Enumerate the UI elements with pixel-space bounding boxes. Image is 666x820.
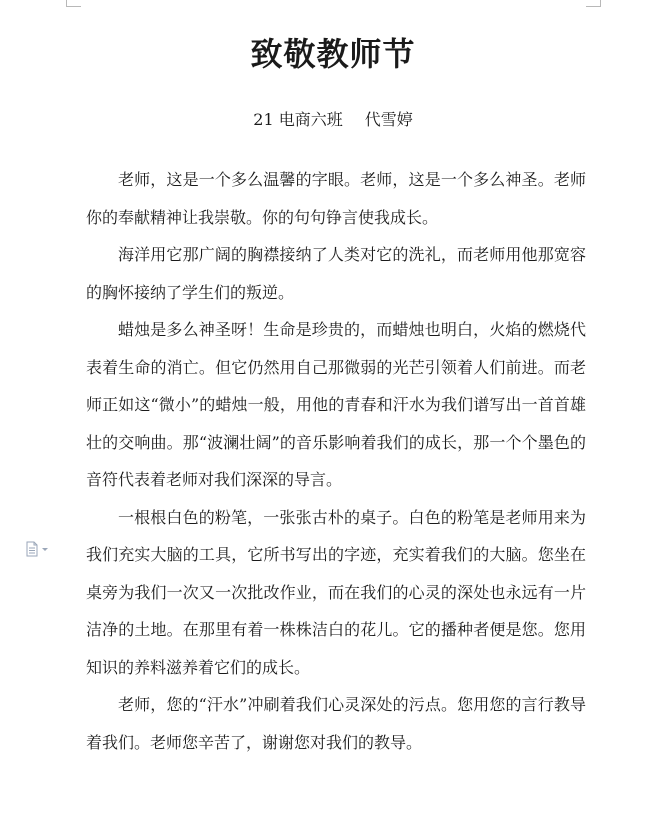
document-icon[interactable] <box>24 541 50 557</box>
document-title[interactable]: 致敬教师节 <box>250 35 416 73</box>
page-corner-mark-left <box>66 0 81 7</box>
document-byline[interactable] <box>0 108 666 132</box>
paragraph[interactable]: 蜡烛是多么神圣呀！生命是珍贵的，而蜡烛也明白，火焰的燃烧代表着生命的消亡。但它仍然用自己那微弱的光芒引领着人们前进。而老师正如这“微小”的蜡烛一般，用他的青春和汗水为我们谱写出一首首雄壮的交响曲。那“波澜壮阔”的音乐影响着我们的成长，那一个个墨色的音符代表着老师对我们深深的导言。 <box>86 320 586 489</box>
paragraph[interactable]: 老师，您的“汗水”冲刷着我们心灵深处的污点。您用您的言行教导着我们。老师您辛苦了，谢谢您对我们的教导。 <box>86 695 586 752</box>
paragraph[interactable]: 老师，这是一个多么温馨的字眼。老师，这是一个多么神圣。老师你的奉献精神让我崇敬。你的句句铮言使我成长。 <box>86 170 586 227</box>
paragraph[interactable]: 一根根白色的粉笔，一张张古朴的桌子。白色的粉笔是老师用来为我们充实大脑的工具，它所书写出的字迹，充实着我们的大脑。您坐在桌旁为我们一次又一次批改作业，而在我们的心灵的深处也永远有一片洁净的土地。在那里有着一株株洁白的花儿。它的播种者便是您。您用知识的养料滋养着它们的成长。 <box>86 507 586 677</box>
page-corner-mark-right <box>586 0 601 7</box>
document-body[interactable] <box>86 161 586 761</box>
paragraph[interactable]: 海洋用它那广阔的胸襟接纳了人类对它的洗礼，而老师用他那宽容的胸怀接纳了学生们的叛逆。 <box>86 245 586 302</box>
byline-class: 21 电商六班 <box>253 110 343 129</box>
byline-author: 代雪婷 <box>364 110 413 129</box>
